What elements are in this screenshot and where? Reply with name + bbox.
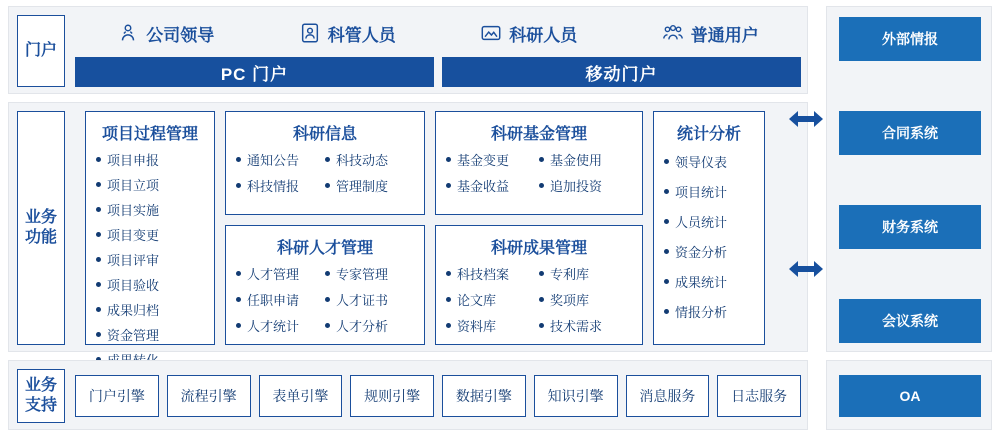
engine-item[interactable]: 知识引擎: [534, 375, 618, 417]
list-item[interactable]: 项目统计: [664, 182, 754, 201]
list-item[interactable]: 项目验收: [96, 275, 204, 294]
list-item[interactable]: 基金收益: [446, 176, 539, 195]
support-section-label: 业务支持: [17, 369, 65, 423]
list-item[interactable]: 人才分析: [325, 316, 414, 335]
list-item[interactable]: 奖项库: [539, 290, 632, 309]
list-item[interactable]: 追加投资: [539, 176, 632, 195]
list-item[interactable]: 基金使用: [539, 150, 632, 169]
right-column: [826, 6, 992, 430]
card-research-achievement[interactable]: [435, 225, 643, 345]
portal-bar-mobile[interactable]: 移动门户: [442, 57, 801, 87]
card-statistics[interactable]: [653, 111, 765, 345]
card-research-fund[interactable]: [435, 111, 643, 215]
list-item[interactable]: 通知公告: [236, 150, 325, 169]
card-items: [654, 152, 764, 321]
card-items: [226, 150, 424, 195]
list-item[interactable]: 人才统计: [236, 316, 325, 335]
engine-item[interactable]: 消息服务: [626, 375, 710, 417]
card-research-info[interactable]: [225, 111, 425, 215]
role-general-user[interactable]: [662, 21, 759, 46]
external-systems-section: [826, 6, 992, 352]
role-researcher[interactable]: [480, 21, 577, 46]
bidirectional-arrow-icon-bottom: [787, 258, 825, 280]
list-item[interactable]: 基金变更: [446, 150, 539, 169]
card-title: 科研基金管理: [490, 126, 587, 143]
function-section-label: 业务功能: [17, 111, 65, 345]
engine-item[interactable]: 日志服务: [717, 375, 801, 417]
role-label: 公司领导: [146, 25, 215, 45]
oa-section: [826, 360, 992, 430]
card-column: [236, 264, 325, 335]
card-items: [226, 264, 424, 335]
card-title: 科研信息: [292, 126, 357, 143]
portal-bars: [75, 57, 801, 87]
list-item[interactable]: 人才证书: [325, 290, 414, 309]
card-column: [325, 150, 414, 195]
external-system-item[interactable]: 会议系统: [839, 299, 981, 343]
list-item[interactable]: 科技动态: [325, 150, 414, 169]
card-column: [539, 150, 632, 195]
list-item[interactable]: 论文库: [446, 290, 539, 309]
researcher-icon: [480, 22, 502, 44]
card-title: 项目过程管理: [101, 126, 198, 143]
list-item[interactable]: 人才管理: [236, 264, 325, 283]
list-item[interactable]: 技术需求: [539, 316, 632, 335]
external-system-item[interactable]: 合同系统: [839, 111, 981, 155]
list-item[interactable]: 专家管理: [325, 264, 414, 283]
list-item[interactable]: 领导仪表: [664, 152, 754, 171]
function-section: [8, 102, 808, 352]
card-column: [325, 264, 414, 335]
list-item[interactable]: 资金管理: [96, 325, 204, 344]
card-title: 科研人才管理: [276, 240, 373, 257]
card-items: [436, 264, 642, 335]
engine-item[interactable]: 流程引擎: [167, 375, 251, 417]
role-list: [75, 15, 801, 51]
engine-item[interactable]: 数据引擎: [442, 375, 526, 417]
card-items: [436, 150, 642, 195]
card-project-process[interactable]: [85, 111, 215, 345]
role-label: 普通用户: [690, 25, 759, 45]
support-section: [8, 360, 808, 430]
external-system-item[interactable]: 外部情报: [839, 17, 981, 61]
company-leader-icon: [117, 22, 139, 44]
bidirectional-arrow-icon-top: [787, 108, 825, 130]
card-column: [446, 264, 539, 335]
oa-system-item[interactable]: OA: [839, 375, 981, 417]
list-item[interactable]: 科技档案: [446, 264, 539, 283]
role-label: 科管人员: [327, 25, 396, 45]
card-column: [446, 150, 539, 195]
portal-section: [8, 6, 808, 94]
card-column: [539, 264, 632, 335]
portal-section-label: 门户: [17, 15, 65, 87]
list-item[interactable]: 人员统计: [664, 212, 754, 231]
engine-list: [75, 375, 801, 417]
list-item[interactable]: 成果归档: [96, 300, 204, 319]
engine-item[interactable]: 规则引擎: [350, 375, 434, 417]
list-item[interactable]: 资金分析: [664, 242, 754, 261]
list-item[interactable]: 项目立项: [96, 175, 204, 194]
list-item[interactable]: 情报分析: [664, 302, 754, 321]
engine-item[interactable]: 门户引擎: [75, 375, 159, 417]
list-item[interactable]: 项目申报: [96, 150, 204, 169]
list-item[interactable]: 成果统计: [664, 272, 754, 291]
external-system-item[interactable]: 财务系统: [839, 205, 981, 249]
list-item[interactable]: 项目评审: [96, 250, 204, 269]
list-item[interactable]: 科技情报: [236, 176, 325, 195]
portal-bar-pc[interactable]: PC 门户: [75, 57, 434, 87]
card-research-talent[interactable]: [225, 225, 425, 345]
role-research-admin[interactable]: [299, 21, 396, 46]
list-item[interactable]: 项目变更: [96, 225, 204, 244]
list-item[interactable]: 专利库: [539, 264, 632, 283]
list-item[interactable]: 管理制度: [325, 176, 414, 195]
list-item[interactable]: 项目实施: [96, 200, 204, 219]
card-title: 科研成果管理: [490, 240, 587, 257]
role-company-leader[interactable]: [117, 21, 214, 46]
card-title: 统计分析: [676, 126, 741, 143]
list-item[interactable]: 资料库: [446, 316, 539, 335]
card-items: [86, 150, 214, 369]
external-system-list: [839, 17, 981, 343]
role-label: 科研人员: [509, 25, 578, 45]
card-column: [236, 150, 325, 195]
research-admin-icon: [299, 22, 321, 44]
engine-item[interactable]: 表单引擎: [259, 375, 343, 417]
list-item[interactable]: 任职申请: [236, 290, 325, 309]
left-column: [8, 6, 808, 430]
general-user-icon: [662, 22, 684, 44]
